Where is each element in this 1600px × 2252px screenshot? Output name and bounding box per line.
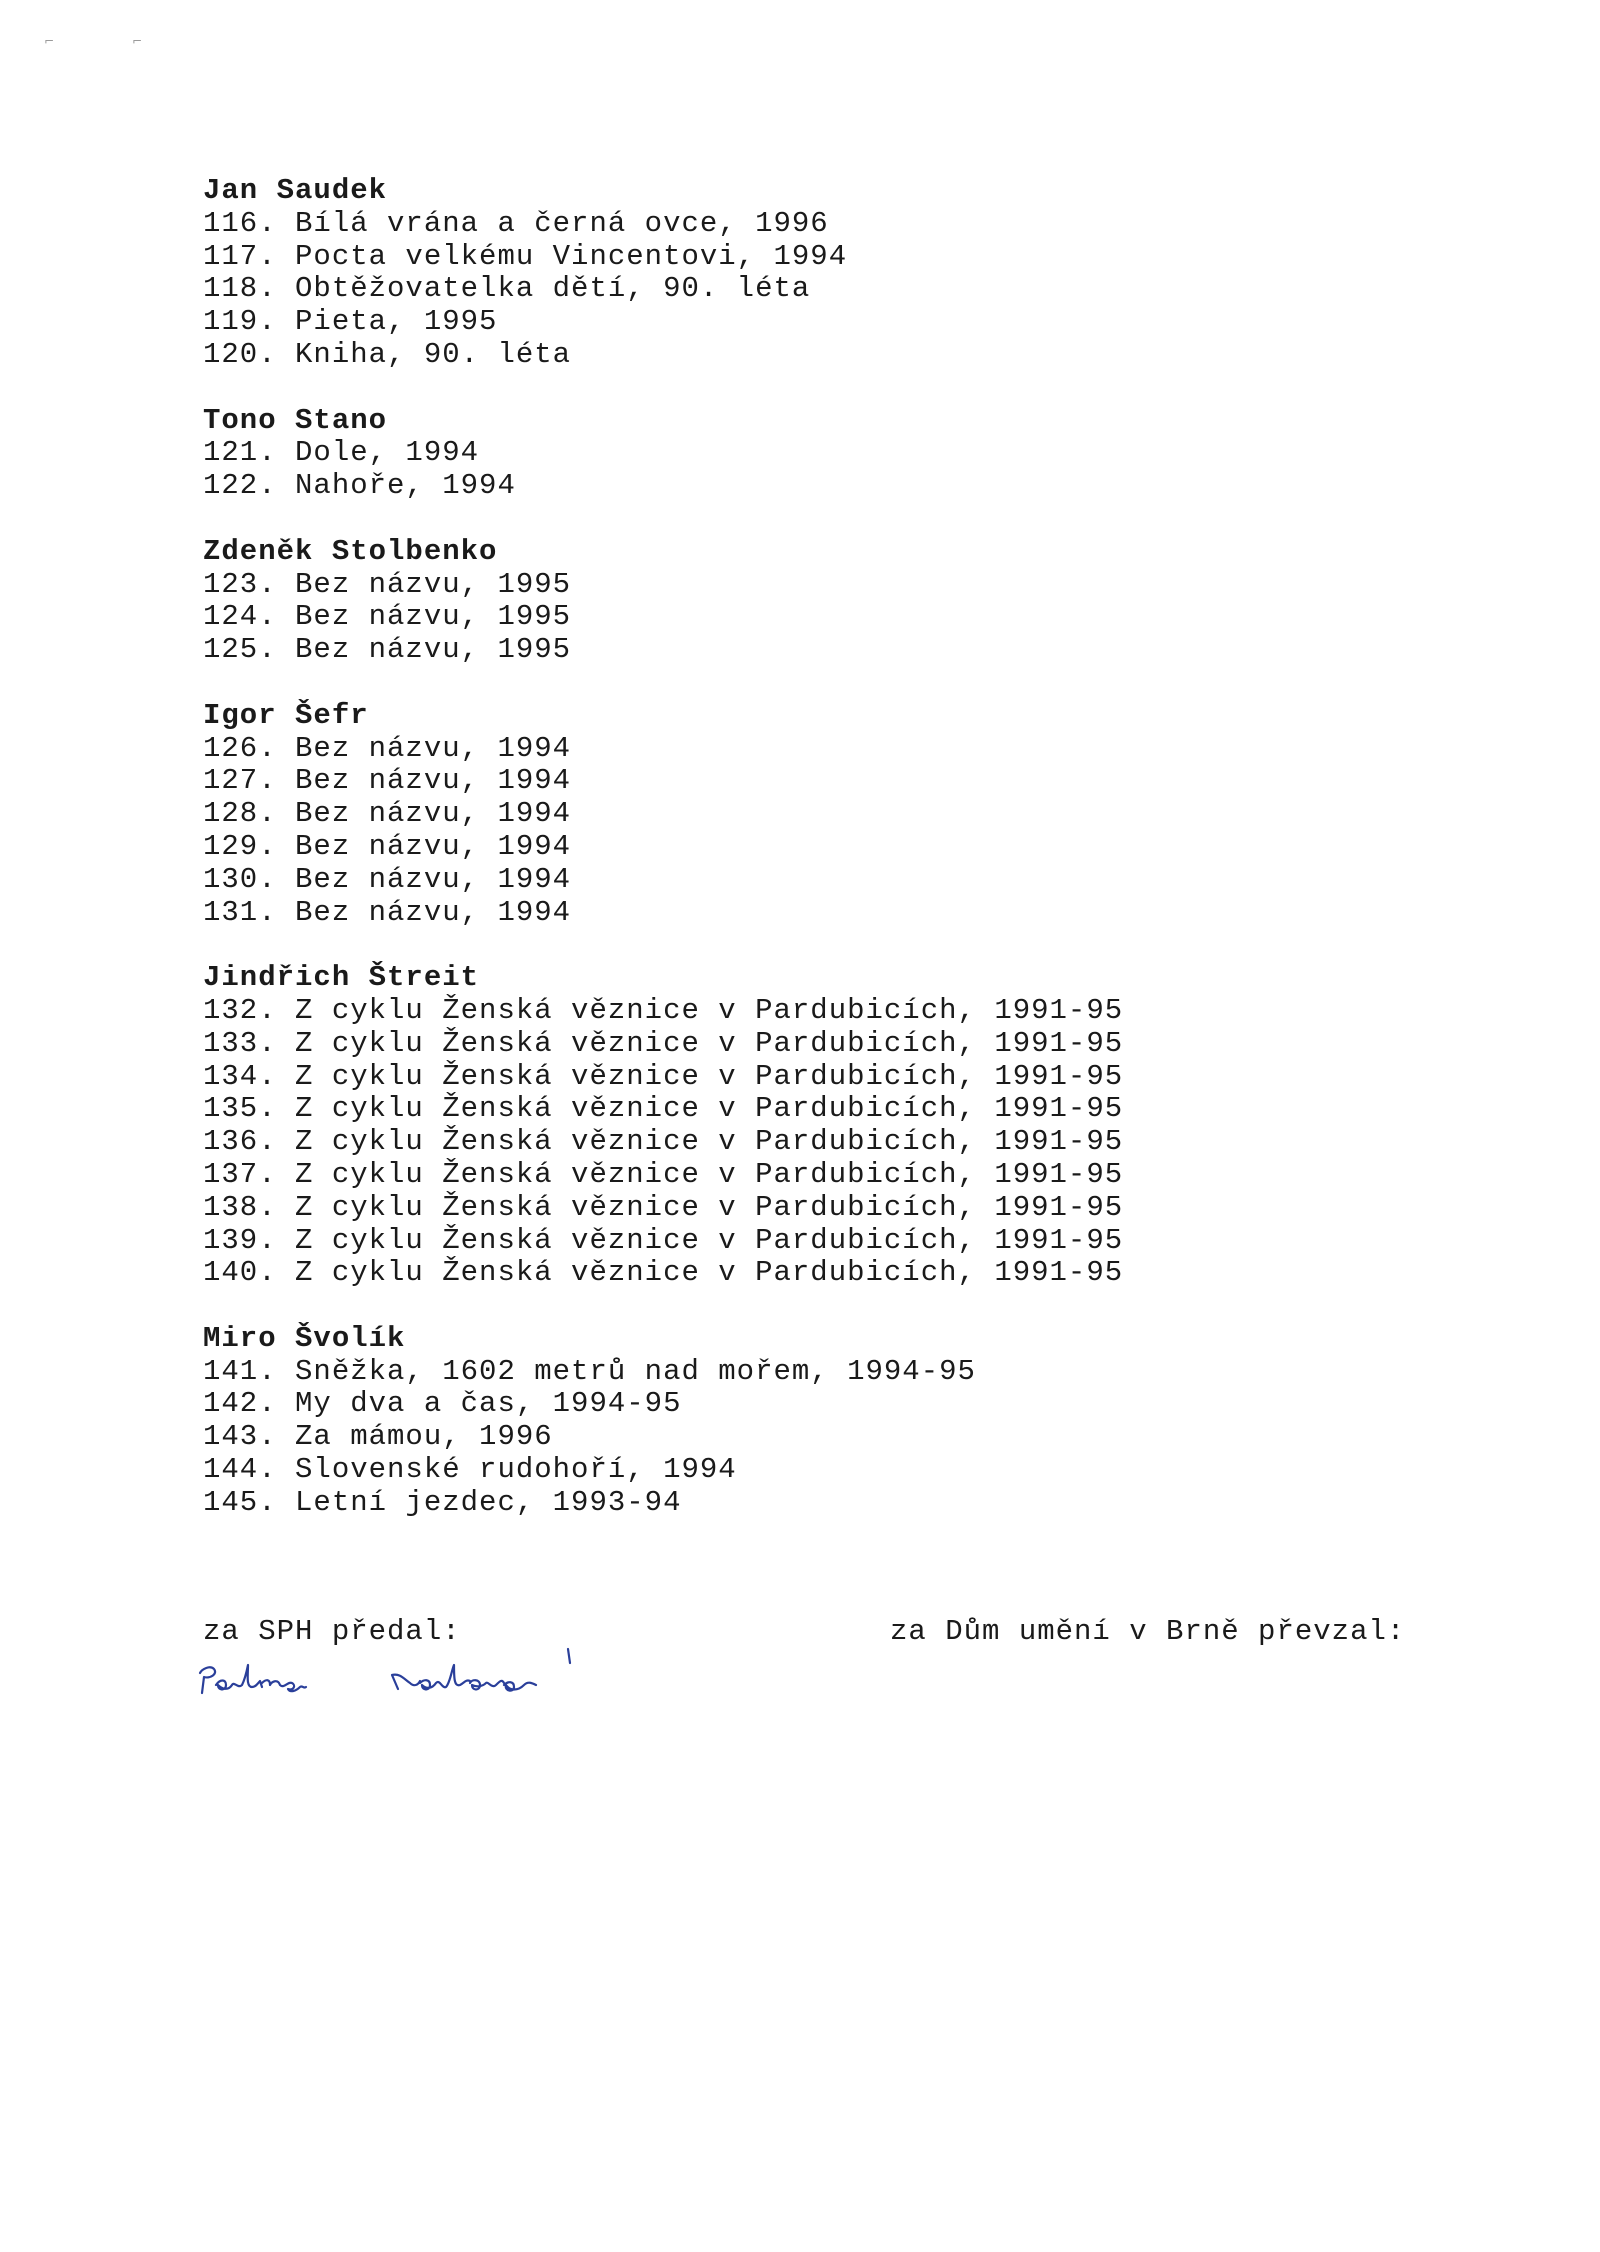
artist-section xyxy=(203,536,1123,667)
artist-name: Miro Švolík xyxy=(203,1321,406,1355)
artwork-list xyxy=(203,175,1123,1552)
signature xyxy=(196,1645,581,1715)
artwork-item: 134. Z cyklu Ženská věznice v Pardubicích, 1991-95 xyxy=(203,1059,1124,1093)
artwork-item: 129. Bez názvu, 1994 xyxy=(203,829,572,863)
artwork-item: 126. Bez názvu, 1994 xyxy=(203,731,572,765)
artist-section xyxy=(203,405,1123,503)
artwork-item: 141. Sněžka, 1602 metrů nad mořem, 1994-95 xyxy=(203,1354,976,1388)
artwork-item: 124. Bez názvu, 1995 xyxy=(203,600,572,634)
artwork-item: 122. Nahoře, 1994 xyxy=(203,469,516,503)
artist-name: Zdeněk Stolbenko xyxy=(203,534,498,568)
artist-name: Jindřich Štreit xyxy=(203,961,480,995)
artwork-item: 125. Bez názvu, 1995 xyxy=(203,633,572,667)
scan-corner-mark: ⌐ xyxy=(132,34,143,48)
artwork-item: 117. Pocta velkému Vincentovi, 1994 xyxy=(203,239,848,273)
artist-name: Tono Stano xyxy=(203,403,388,437)
artist-section xyxy=(203,700,1123,930)
artist-name: Jan Saudek xyxy=(203,174,388,207)
artwork-item: 116. Bílá vrána a černá ovce, 1996 xyxy=(203,206,829,240)
artwork-item: 118. Obtěžovatelka dětí, 90. léta xyxy=(203,272,811,306)
artwork-item: 133. Z cyklu Ženská věznice v Pardubicích, 1991-95 xyxy=(203,1026,1124,1060)
artwork-item: 139. Z cyklu Ženská věznice v Pardubicích, 1991-95 xyxy=(203,1223,1124,1257)
scan-corner-mark: ⌐ xyxy=(44,34,55,48)
artwork-item: 145. Letní jezdec, 1993-94 xyxy=(203,1485,682,1519)
artwork-item: 138. Z cyklu Ženská věznice v Pardubicích, 1991-95 xyxy=(203,1190,1124,1224)
artwork-item: 128. Bez názvu, 1994 xyxy=(203,797,572,831)
artwork-item: 123. Bez názvu, 1995 xyxy=(203,567,572,601)
artwork-item: 120. Kniha, 90. léta xyxy=(203,337,572,371)
artwork-item: 140. Z cyklu Ženská věznice v Pardubicích, 1991-95 xyxy=(203,1256,1124,1290)
artwork-item: 130. Bez názvu, 1994 xyxy=(203,862,572,896)
artwork-item: 136. Z cyklu Ženská věznice v Pardubicích, 1991-95 xyxy=(203,1125,1124,1159)
artwork-item: 127. Bez názvu, 1994 xyxy=(203,764,572,798)
artwork-item: 143. Za mámou, 1996 xyxy=(203,1420,553,1454)
received-label: za Dům umění v Brně převzal: xyxy=(890,1615,1406,1648)
artwork-item: 135. Z cyklu Ženská věznice v Pardubicích, 1991-95 xyxy=(203,1092,1124,1126)
artist-section xyxy=(203,1323,1123,1520)
artist-name: Igor Šefr xyxy=(203,698,369,732)
artwork-item: 121. Dole, 1994 xyxy=(203,436,480,470)
artwork-item: 131. Bez názvu, 1994 xyxy=(203,895,572,929)
artwork-item: 137. Z cyklu Ženská věznice v Pardubicích, 1991-95 xyxy=(203,1157,1124,1191)
artwork-item: 144. Slovenské rudohoří, 1994 xyxy=(203,1453,737,1487)
handed-over-label: za SPH předal: xyxy=(203,1615,461,1648)
artwork-item: 119. Pieta, 1995 xyxy=(203,305,498,339)
artwork-item: 132. Z cyklu Ženská věznice v Pardubicích, 1991-95 xyxy=(203,993,1124,1027)
artwork-item: 142. My dva a čas, 1994-95 xyxy=(203,1387,682,1421)
artist-section xyxy=(203,962,1123,1290)
artist-section xyxy=(203,175,1123,372)
